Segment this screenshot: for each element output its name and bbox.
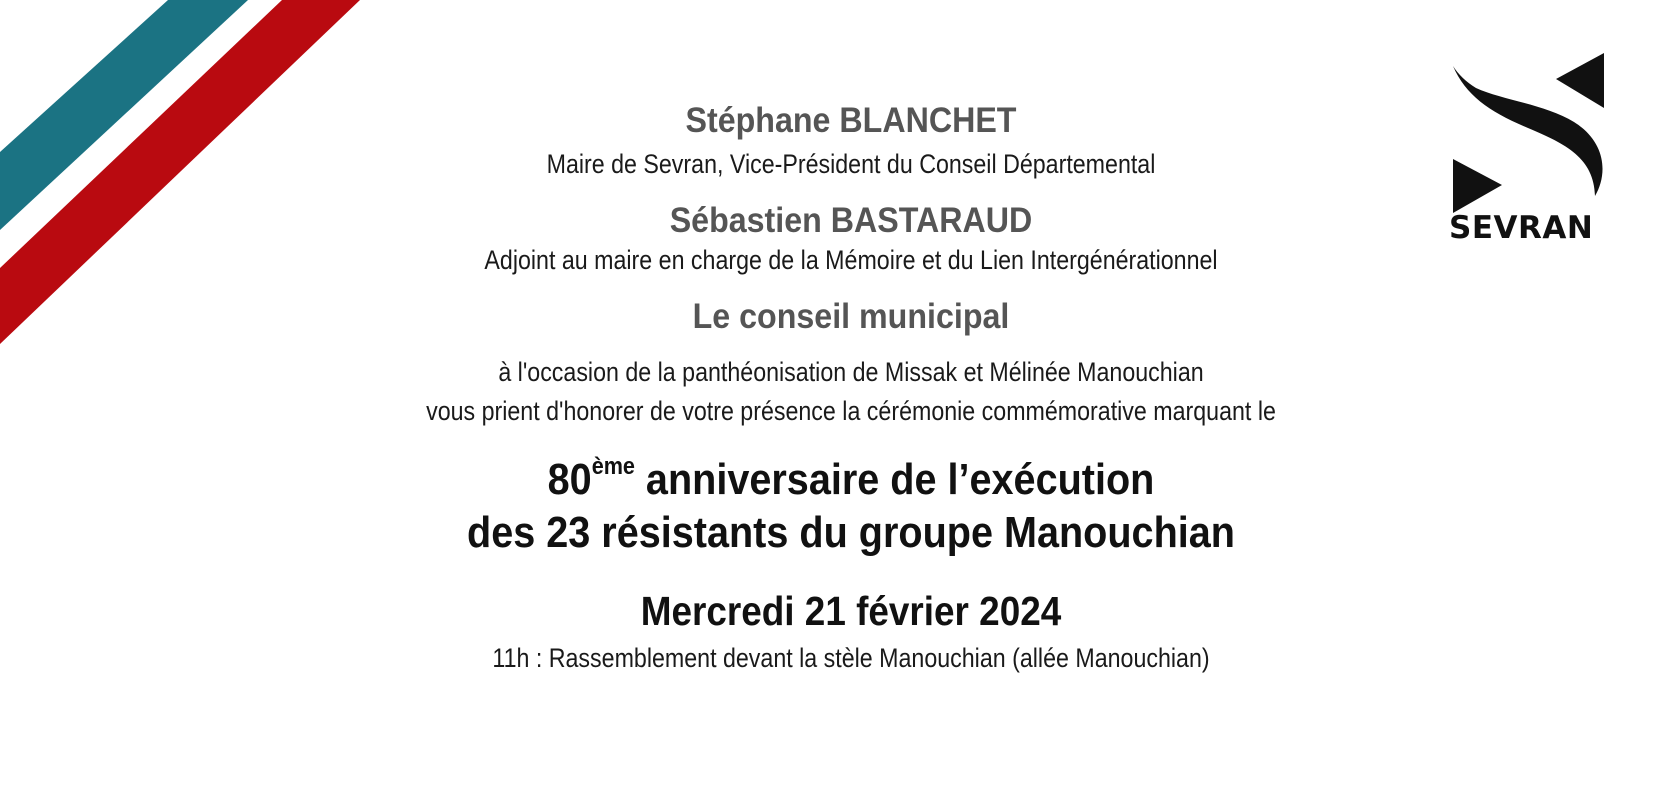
headline-superscript: ème	[591, 453, 635, 480]
occasion-line-1: à l'occasion de la panthéonisation de Missak et Mélinée Manouchian	[498, 357, 1204, 387]
logo-lower-triangle	[1453, 159, 1502, 213]
headline-line-1-text: anniversaire de l’exécution	[634, 455, 1155, 504]
deputy-title: Adjoint au maire en charge de la Mémoire et du Lien Intergénérationnel	[484, 245, 1218, 275]
event-date: Mercredi 21 février 2024	[640, 588, 1062, 634]
decorative-stripes	[0, 0, 400, 360]
headline-number: 80	[547, 455, 592, 504]
mayor-title: Maire de Sevran, Vice-Président du Conseil Départemental	[546, 149, 1156, 179]
sevran-wordmark: SEVRAN	[1449, 210, 1594, 246]
headline-line-1	[355, 455, 1347, 505]
council-name: Le conseil municipal	[692, 297, 1010, 336]
deputy-name: Sébastien BASTARAUD	[669, 201, 1033, 240]
occasion-line-2: vous prient d'honorer de votre présence la cérémonie commémorative marquant le	[426, 396, 1276, 426]
event-detail: 11h : Rassemblement devant la stèle Manouchian (allée Manouchian)	[492, 643, 1210, 673]
mayor-name: Stéphane BLANCHET	[685, 101, 1017, 140]
logo-upper-triangle	[1556, 53, 1604, 108]
headline-line-2: des 23 résistants du groupe Manouchian	[467, 508, 1235, 557]
